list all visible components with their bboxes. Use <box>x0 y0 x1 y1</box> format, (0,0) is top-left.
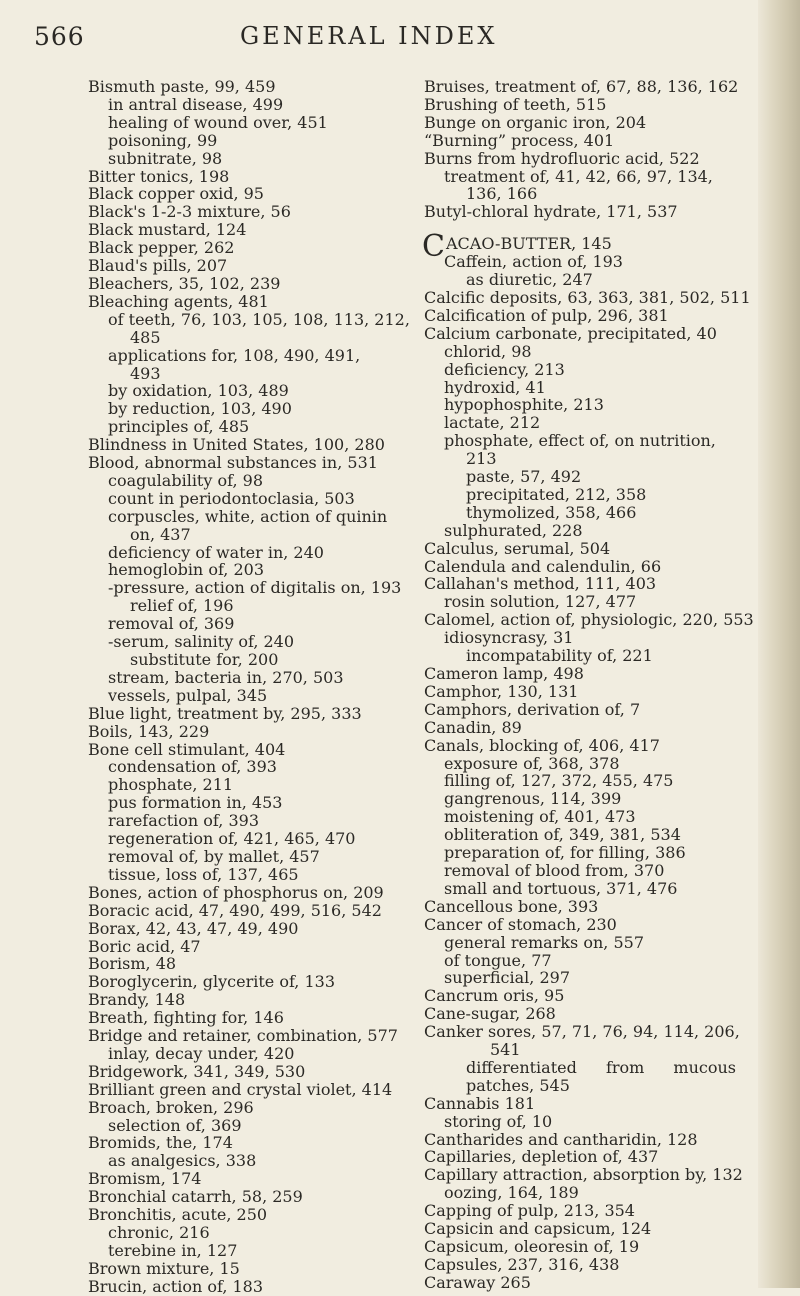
index-entry: Bunge on organic iron, 204 <box>424 112 647 132</box>
index-entry: Black pepper, 262 <box>88 238 235 258</box>
index-entry: Bone cell stimulant, 404 <box>88 739 286 759</box>
index-subentry: count in periodontoclasia, 503 <box>108 488 355 508</box>
index-subentry: 213 <box>466 449 497 469</box>
index-subentry: regeneration of, 421, 465, 470 <box>108 829 356 849</box>
index-subentry: deficiency, 213 <box>444 359 565 379</box>
index-entry: Boric acid, 47 <box>88 936 201 956</box>
index-subentry: -pressure, action of digitalis on, 193 <box>108 578 402 598</box>
index-subentry: selection of, 369 <box>108 1115 242 1135</box>
index-subentry: superficial, 297 <box>444 968 570 988</box>
index-subentry: moistening of, 401, 473 <box>444 807 636 827</box>
index-subentry: incompatability of, 221 <box>466 646 653 666</box>
index-subentry: as diuretic, 247 <box>466 270 593 290</box>
index-entry: Bones, action of phosphorus on, 209 <box>88 882 384 902</box>
index-subentry: tissue, loss of, 137, 465 <box>108 864 299 884</box>
index-subentry: vessels, pulpal, 345 <box>108 685 268 705</box>
index-entry: Brilliant green and crystal violet, 414 <box>88 1079 393 1099</box>
index-entry: Borax, 42, 43, 47, 49, 490 <box>88 918 299 938</box>
index-subentry: lactate, 212 <box>444 413 541 433</box>
index-subentry: poisoning, 99 <box>108 130 218 150</box>
index-entry: Bismuth paste, 99, 459 <box>88 77 276 96</box>
index-entry: Capping of pulp, 213, 354 <box>424 1201 635 1221</box>
index-entry: Bridge and retainer, combination, 577 <box>88 1026 398 1046</box>
index-subentry: in antral disease, 499 <box>108 94 284 114</box>
index-subentry: of tongue, 77 <box>444 950 552 970</box>
index-subentry: phosphate, effect of, on nutrition, <box>444 431 716 451</box>
index-entry: Camphor, 130, 131 <box>424 681 579 701</box>
index-subentry: removal of, by mallet, 457 <box>108 846 320 866</box>
index-subentry: removal of, 369 <box>108 614 235 634</box>
index-entry: Calculus, serumal, 504 <box>424 538 611 558</box>
index-subentry: patches, 545 <box>466 1075 570 1095</box>
index-subentry: preparation of, for filling, 386 <box>444 843 686 863</box>
index-subentry: condensation of, 393 <box>108 757 277 777</box>
page-edge-shadow <box>758 0 800 1288</box>
index-subentry: paste, 57, 492 <box>466 467 582 487</box>
index-entry: Black mustard, 124 <box>88 220 247 240</box>
index-subentry: corpuscles, white, action of quinin <box>108 506 388 526</box>
index-entry: Brandy, 148 <box>88 990 186 1010</box>
index-entry: Black copper oxid, 95 <box>88 184 264 204</box>
index-entry: Bromids, the, 174 <box>88 1133 233 1153</box>
index-entry: Calcific deposits, 63, 363, 381, 502, 511 <box>424 287 751 307</box>
index-entry: Cancer of stomach, 230 <box>424 914 617 934</box>
index-entry: Calendula and calendulin, 66 <box>424 556 662 576</box>
index-subentry: principles of, 485 <box>108 417 250 437</box>
index-entry: Bleachers, 35, 102, 239 <box>88 273 281 293</box>
index-entry: Cane-sugar, 268 <box>424 1004 556 1024</box>
index-entry: Burns from hydrofluoric acid, 522 <box>424 148 700 168</box>
index-entry: Capillary attraction, absorption by, 132 <box>424 1165 743 1185</box>
index-subentry: rarefaction of, 393 <box>108 811 259 831</box>
index-entry: ACAO-BUTTER, 145 <box>446 234 612 254</box>
index-subentry: pus formation in, 453 <box>108 793 283 813</box>
index-subentry: 136, 166 <box>466 184 538 204</box>
index-column-right <box>424 78 762 1292</box>
index-subentry: subnitrate, 98 <box>108 148 223 168</box>
index-entry: Brushing of teeth, 515 <box>424 94 607 114</box>
index-subentry: hydroxid, 41 <box>444 377 546 397</box>
index-entry: Cameron lamp, 498 <box>424 664 584 683</box>
index-subentry: hypophosphite, 213 <box>444 395 604 415</box>
index-entry: Capsules, 237, 316, 438 <box>424 1254 620 1274</box>
index-subentry: thymolized, 358, 466 <box>466 502 637 522</box>
index-entry: Capillaries, depletion of, 437 <box>424 1147 659 1167</box>
index-entry: Bitter tonics, 198 <box>88 166 230 186</box>
index-entry: Bruises, treatment of, 67, 88, 136, 162 <box>424 77 739 96</box>
index-subentry: by oxidation, 103, 489 <box>108 381 289 401</box>
index-subentry: rosin solution, 127, 477 <box>444 592 637 612</box>
index-entry: Capsicum, oleoresin of, 19 <box>424 1237 640 1256</box>
index-entry-subline <box>424 1059 762 1077</box>
index-entry: Boils, 143, 229 <box>88 721 210 741</box>
index-subentry: on, 437 <box>130 524 191 544</box>
index-entry: Breath, fighting for, 146 <box>88 1008 284 1028</box>
index-subentry: relief of, 196 <box>130 596 234 616</box>
index-entry: Brucin, action of, 183 <box>88 1276 264 1296</box>
index-entry: Capsicin and capsicum, 124 <box>424 1219 652 1239</box>
index-column-left <box>88 78 420 1296</box>
index-entry: Boroglycerin, glycerite of, 133 <box>88 972 336 992</box>
index-subentry: of teeth, 76, 103, 105, 108, 113, 212, <box>108 309 410 329</box>
index-subentry: stream, bacteria in, 270, 503 <box>108 667 344 687</box>
page-header <box>0 22 800 62</box>
index-subentry: oozing, 164, 189 <box>444 1183 579 1203</box>
index-subentry: phosphate, 211 <box>108 775 234 795</box>
spread-word: differentiated <box>466 1057 577 1077</box>
index-entry: Blindness in United States, 100, 280 <box>88 435 385 455</box>
index-entry: Bronchitis, acute, 250 <box>88 1205 268 1225</box>
index-subentry: idiosyncrasy, 31 <box>444 628 574 648</box>
index-entry: Brown mixture, 15 <box>88 1258 240 1278</box>
index-subentry: terebine in, 127 <box>108 1240 238 1260</box>
index-entry: Canker sores, 57, 71, 76, 94, 114, 206, <box>424 1022 740 1042</box>
index-entry: Caraway 265 <box>424 1272 531 1292</box>
page-number: 566 <box>34 22 85 51</box>
index-entry: Cancellous bone, 393 <box>424 896 599 916</box>
index-entry: Cancrum oris, 95 <box>424 986 565 1006</box>
section-gap <box>424 221 762 235</box>
index-subentry: chronic, 216 <box>108 1223 210 1242</box>
index-entry: Blue light, treatment by, 295, 333 <box>88 703 362 723</box>
index-subentry: Caffein, action of, 193 <box>444 252 623 272</box>
spread-word: from <box>605 1057 645 1077</box>
index-subentry: chlorid, 98 <box>444 341 532 361</box>
index-subentry: storing of, 10 <box>444 1111 553 1131</box>
index-subentry: filling of, 127, 372, 455, 475 <box>444 771 674 791</box>
index-subentry: deficiency of water in, 240 <box>108 542 324 562</box>
index-subentry: treatment of, 41, 42, 66, 97, 134, <box>444 166 713 186</box>
index-subentry: exposure of, 368, 378 <box>444 753 620 773</box>
index-entry: Broach, broken, 296 <box>88 1097 254 1117</box>
index-subentry: removal of blood from, 370 <box>444 860 665 880</box>
index-entry: Black's 1-2-3 mixture, 56 <box>88 202 291 222</box>
index-subentry: 541 <box>490 1040 521 1060</box>
index-subentry: applications for, 108, 490, 491, <box>108 345 361 365</box>
index-entry: Blood, abnormal substances in, 531 <box>88 453 378 473</box>
index-subentry: by reduction, 103, 490 <box>108 399 292 419</box>
index-subentry: 485 <box>130 327 161 347</box>
index-entry: Borism, 48 <box>88 954 177 974</box>
running-title: GENERAL INDEX <box>240 22 498 50</box>
index-entry: Blaud's pills, 207 <box>88 256 228 276</box>
index-subentry: obliteration of, 349, 381, 534 <box>444 825 681 845</box>
index-subentry: as analgesics, 338 <box>108 1151 257 1171</box>
index-subentry: substitute for, 200 <box>130 650 279 669</box>
index-entry: “Burning” process, 401 <box>424 130 615 150</box>
index-subentry: inlay, decay under, 420 <box>108 1043 295 1063</box>
index-subentry: 493 <box>130 363 161 383</box>
index-entry: Boracic acid, 47, 490, 499, 516, 542 <box>88 900 382 920</box>
index-entry: Callahan's method, 111, 403 <box>424 574 657 594</box>
index-entry: Cantharides and cantharidin, 128 <box>424 1129 698 1149</box>
index-entry: Bromism, 174 <box>88 1169 202 1189</box>
index-subentry: gangrenous, 114, 399 <box>444 789 622 809</box>
index-subentry: small and tortuous, 371, 476 <box>444 878 678 898</box>
index-subentry: precipitated, 212, 358 <box>466 484 647 504</box>
index-subentry: healing of wound over, 451 <box>108 112 328 132</box>
index-entry: Cannabis 181 <box>424 1093 536 1113</box>
index-entry: Calcium carbonate, precipitated, 40 <box>424 323 717 343</box>
index-subentry: sulphurated, 228 <box>444 520 583 540</box>
spread-word: mucous <box>673 1057 736 1077</box>
index-subentry: -serum, salinity of, 240 <box>108 632 295 652</box>
index-subentry: hemoglobin of, 203 <box>108 560 265 580</box>
index-entry: Butyl-chloral hydrate, 171, 537 <box>424 202 678 222</box>
index-entry: Bridgework, 341, 349, 530 <box>88 1061 306 1081</box>
index-entry: Calcification of pulp, 296, 381 <box>424 305 669 325</box>
index-entry: Bronchial catarrh, 58, 259 <box>88 1187 303 1207</box>
index-entry: Bleaching agents, 481 <box>88 291 269 311</box>
index-entry: Calomel, action of, physiologic, 220, 553 <box>424 610 754 630</box>
index-subentry: general remarks on, 557 <box>444 932 644 952</box>
index-entry: Camphors, derivation of, 7 <box>424 699 641 719</box>
index-subentry: coagulability of, 98 <box>108 470 263 490</box>
index-entry: Canals, blocking of, 406, 417 <box>424 735 660 755</box>
dropcap-letter: C <box>422 229 445 265</box>
index-entry: Canadin, 89 <box>424 717 522 737</box>
